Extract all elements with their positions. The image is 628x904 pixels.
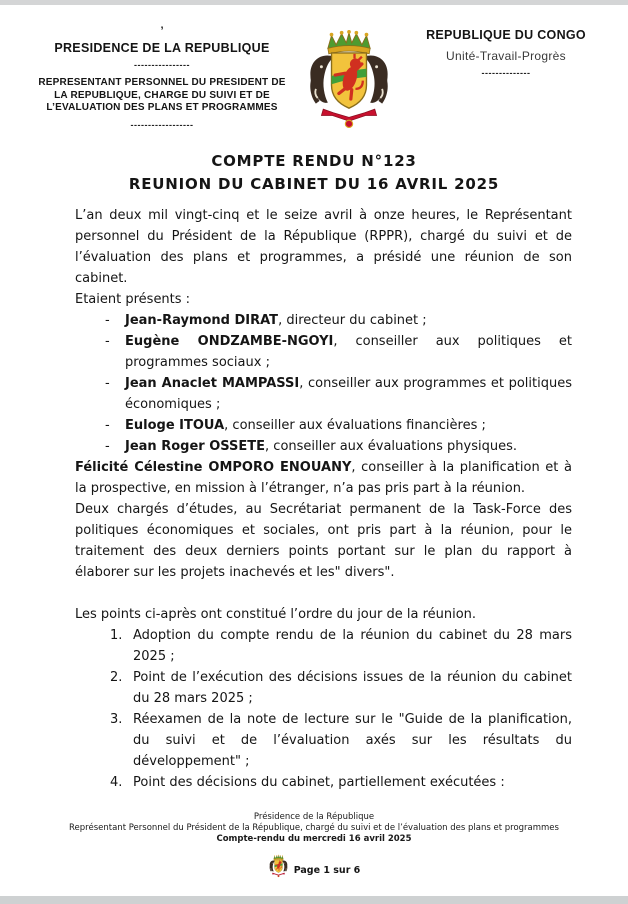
issuer-block [34,26,290,130]
republic-title: REPUBLIQUE DU CONGO [426,28,586,42]
attendee-item [75,310,572,331]
agenda-number: 1. [110,628,123,643]
attendee-name: Jean Roger OSSETE [125,439,266,454]
emblem-container [290,26,408,135]
congo-coat-of-arms-icon [303,28,395,135]
agenda-item [75,772,572,793]
divider-dashes: ------------------ [130,119,194,130]
attendee-role: , conseiller aux programmes et politiques économiques ; [125,376,573,412]
page-number-row [0,854,628,879]
agenda-number: 3. [110,712,123,727]
dash-bullet: - [105,418,110,433]
issuer-title: PRESIDENCE DE LA REPUBLIQUE [54,41,270,55]
attendee-role: , conseiller aux évaluations physiques. [265,439,517,454]
document-body [75,205,572,793]
divider-dashes: ---------------- [134,60,190,70]
document-title-line2: REUNION DU CABINET DU 16 AVRIL 2025 [128,175,500,193]
agenda-text: Point de l’exécution des décisions issues de la réunion du cabinet du 28 mars 2025 ; [133,670,572,706]
attendee-name: Jean Anaclet MAMPASSI [125,376,300,391]
absent-name: Félicité Célestine OMPORO ENOUANY [75,460,352,475]
republic-block [408,26,604,78]
blank-line [75,583,572,604]
absent-rest: , conseiller à la planification et à la prospective, en mission à l’étranger, n’a pas pris part à la réunion. [75,460,572,496]
bottom-edge-bar [0,896,628,904]
agenda-number: 4. [110,775,123,790]
attendee-item [75,331,572,373]
taskforce-paragraph: Deux chargés d’études, au Secrétariat permanent de la Task-Force des politiques économiques et sociales, ont pris part à la réunion, pour le traitement des deux derniers points portant sur le plan du rapport à élaborer sur les projets inachevés et les" divers". [75,502,572,580]
agenda-text: Point des décisions du cabinet, partiellement exécutées : [133,775,505,790]
page-number-label: Page 1 sur 6 [293,865,361,876]
agenda-intro: Les points ci-après ont constitué l’ordre du jour de la réunion. [75,607,477,622]
attendee-name: Jean-Raymond DIRAT [125,313,279,328]
document-title [0,150,628,196]
intro-paragraph: L’an deux mil vingt-cinq et le seize avril à onze heures, le Représentant personnel du Président de la République (RPPR), chargé du suivi et de l’évaluation des plans et programmes, a présidé une réunion de son cabinet. [75,208,572,286]
attendee-role: , conseiller aux évaluations financières ; [224,418,486,433]
republic-motto: Unité-Travail-Progrès [446,49,566,63]
document-header [34,26,604,135]
stray-mark: ’ [160,25,164,37]
footer-line3: Compte-rendu du mercredi 16 avril 2025 [216,834,412,844]
document-footer [0,812,628,845]
attendee-name: Euloge ITOUA [125,418,225,433]
present-label: Etaient présents : [75,292,191,307]
absent-paragraph [75,457,572,499]
agenda-item [75,625,572,667]
attendee-item [75,436,572,457]
attendee-item [75,373,572,415]
agenda-item [75,667,572,709]
footer-line2: Représentant Personnel du Président de la République, chargé du suivi et de l’évaluation des plans et programmes [69,823,559,833]
agenda-number: 2. [110,670,123,685]
agenda-text: Adoption du compte rendu de la réunion du cabinet du 28 mars 2025 ; [133,628,572,664]
attendee-role: , directeur du cabinet ; [278,313,427,328]
issuer-subtitle: REPRESENTANT PERSONNEL DU PRESIDENT DE LA REPUBLIQUE, CHARGE DU SUIVI ET DE L’EVALUATION DES PLANS ET PROGRAMMES [38,77,286,113]
agenda-text: Réexamen de la note de lecture sur le "Guide de la planification, du suivi et de l’évaluation axés sur les résultats du développement" ; [133,712,572,769]
divider-dashes: -------------- [481,68,531,78]
attendee-name: Eugène ONDZAMBE-NGOYI [125,334,334,349]
document-title-line1: COMPTE RENDU N°123 [211,152,417,170]
agenda-item [75,709,572,772]
attendee-item [75,415,572,436]
footer-line1: Présidence de la République [253,812,375,822]
top-edge-bar [0,0,628,5]
dash-bullet: - [105,313,110,328]
dash-bullet: - [105,376,110,391]
dash-bullet: - [105,334,110,349]
attendee-role: , conseiller aux politiques et programmes sociaux ; [125,334,572,370]
congo-coat-of-arms-icon [268,854,289,879]
dash-bullet: - [105,439,110,454]
